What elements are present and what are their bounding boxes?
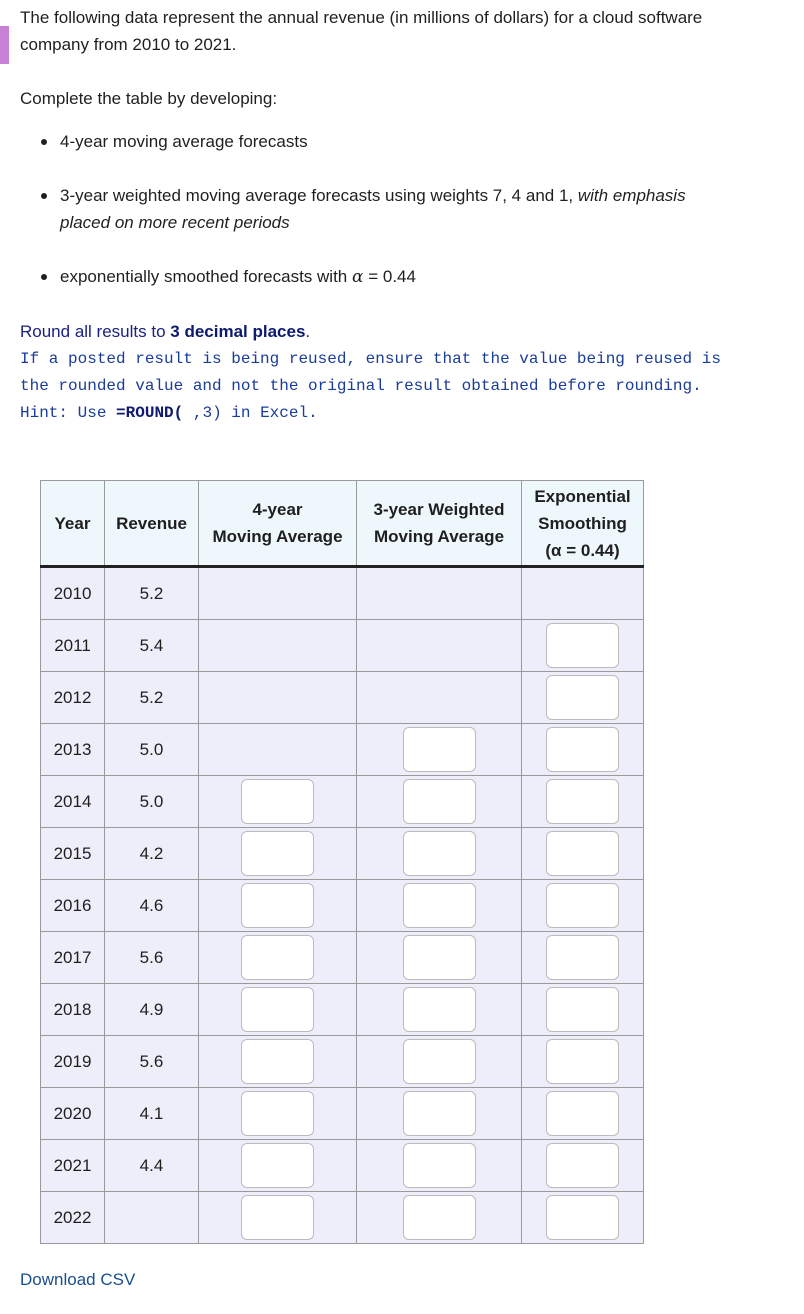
table-header-row: [41, 481, 644, 567]
table-row: [41, 1140, 644, 1192]
exp-smoothing-input[interactable]: [546, 623, 619, 668]
cell-4-year-moving-average: [199, 620, 357, 672]
wma-input[interactable]: [403, 987, 476, 1032]
cell-3-year-weighted-moving-average: [357, 567, 522, 620]
wma-input[interactable]: [403, 1039, 476, 1084]
wma-input[interactable]: [403, 1143, 476, 1188]
table-row: [41, 828, 644, 880]
rounding-instruction: Round all results to 3 decimal places.: [20, 322, 311, 341]
table-row: [41, 1088, 644, 1140]
ma4-input[interactable]: [241, 779, 314, 824]
cell-year: 2015: [41, 828, 105, 880]
cell-4-year-moving-average: [199, 984, 357, 1036]
cell-3-year-weighted-moving-average: [357, 776, 522, 828]
table-row: [41, 567, 644, 620]
cell-revenue: 4.2: [105, 828, 199, 880]
cell-4-year-moving-average: [199, 1036, 357, 1088]
header-revenue: Revenue: [105, 481, 199, 567]
cell-year: 2021: [41, 1140, 105, 1192]
cell-exponential-smoothing: [522, 567, 644, 620]
cell-year: 2022: [41, 1192, 105, 1244]
cell-exponential-smoothing: [522, 620, 644, 672]
cell-exponential-smoothing: [522, 1088, 644, 1140]
exp-smoothing-input[interactable]: [546, 675, 619, 720]
header-year: Year: [41, 481, 105, 567]
wma-input[interactable]: [403, 831, 476, 876]
cell-3-year-weighted-moving-average: [357, 672, 522, 724]
cell-exponential-smoothing: [522, 932, 644, 984]
cell-year: 2014: [41, 776, 105, 828]
cell-4-year-moving-average: [199, 672, 357, 724]
intro-text: The following data represent the annual revenue (in millions of dollars) for a cloud software company from 2010 to 2021.: [20, 8, 703, 54]
cell-exponential-smoothing: [522, 828, 644, 880]
cell-revenue: 5.2: [105, 672, 199, 724]
cell-3-year-weighted-moving-average: [357, 984, 522, 1036]
question-accent-bar: [0, 26, 9, 64]
ma4-input[interactable]: [241, 935, 314, 980]
cell-revenue: 4.6: [105, 880, 199, 932]
cell-3-year-weighted-moving-average: [357, 932, 522, 984]
cell-4-year-moving-average: [199, 1192, 357, 1244]
cell-4-year-moving-average: [199, 1140, 357, 1192]
cell-4-year-moving-average: [199, 1088, 357, 1140]
cell-3-year-weighted-moving-average: [357, 1140, 522, 1192]
table-row: [41, 776, 644, 828]
cell-4-year-moving-average: [199, 567, 357, 620]
exp-smoothing-input[interactable]: [546, 831, 619, 876]
table-row: [41, 1036, 644, 1088]
exp-smoothing-input[interactable]: [546, 987, 619, 1032]
ma4-input[interactable]: [241, 831, 314, 876]
cell-year: 2018: [41, 984, 105, 1036]
task-item-moving-average: 4-year moving average forecasts: [20, 128, 720, 182]
ma4-input[interactable]: [241, 1039, 314, 1084]
task-item-exponential-smoothing: exponentially smoothed forecasts with α = 0.44: [20, 263, 720, 290]
cell-exponential-smoothing: [522, 1192, 644, 1244]
cell-year: 2010: [41, 567, 105, 620]
cell-revenue: [105, 1192, 199, 1244]
cell-exponential-smoothing: [522, 984, 644, 1036]
cell-3-year-weighted-moving-average: [357, 724, 522, 776]
cell-3-year-weighted-moving-average: [357, 1192, 522, 1244]
cell-exponential-smoothing: [522, 776, 644, 828]
header-4-year-moving-average: 4-year Moving Average: [199, 481, 357, 567]
task-item-weighted-moving-average: 3-year weighted moving average forecasts using weights 7, 4 and 1, with emphasis placed on more recent periods: [20, 182, 720, 263]
exp-smoothing-input[interactable]: [546, 1091, 619, 1136]
ma4-input[interactable]: [241, 1195, 314, 1240]
cell-year: 2019: [41, 1036, 105, 1088]
reuse-note: If a posted result is being reused, ensure that the value being reused is the rounded value and not the original result obtained before rounding.: [20, 350, 731, 395]
cell-3-year-weighted-moving-average: [357, 880, 522, 932]
cell-4-year-moving-average: [199, 776, 357, 828]
ma4-input[interactable]: [241, 1143, 314, 1188]
ma4-input[interactable]: [241, 1091, 314, 1136]
table-row: [41, 724, 644, 776]
cell-revenue: 5.0: [105, 724, 199, 776]
cell-exponential-smoothing: [522, 880, 644, 932]
cell-year: 2012: [41, 672, 105, 724]
cell-revenue: 4.4: [105, 1140, 199, 1192]
cell-revenue: 5.6: [105, 932, 199, 984]
table-row: [41, 984, 644, 1036]
wma-input[interactable]: [403, 1195, 476, 1240]
exp-smoothing-input[interactable]: [546, 1195, 619, 1240]
cell-year: 2011: [41, 620, 105, 672]
wma-input[interactable]: [403, 779, 476, 824]
cell-4-year-moving-average: [199, 932, 357, 984]
cell-exponential-smoothing: [522, 1036, 644, 1088]
cell-year: 2020: [41, 1088, 105, 1140]
reuse-and-hint-note: [20, 346, 740, 427]
cell-revenue: 5.4: [105, 620, 199, 672]
header-exponential-smoothing: Exponential Smoothing (α = 0.44): [522, 481, 644, 567]
wma-input[interactable]: [403, 883, 476, 928]
wma-input[interactable]: [403, 935, 476, 980]
ma4-input[interactable]: [241, 883, 314, 928]
cell-revenue: 5.2: [105, 567, 199, 620]
cell-3-year-weighted-moving-average: [357, 1036, 522, 1088]
cell-4-year-moving-average: [199, 828, 357, 880]
table-row: [41, 932, 644, 984]
table-row: [41, 620, 644, 672]
cell-year: 2013: [41, 724, 105, 776]
exp-smoothing-input[interactable]: [546, 727, 619, 772]
wma-input[interactable]: [403, 1091, 476, 1136]
exp-smoothing-input[interactable]: [546, 779, 619, 824]
table-row: [41, 672, 644, 724]
table-row: [41, 880, 644, 932]
cell-revenue: 5.6: [105, 1036, 199, 1088]
cell-revenue: 4.1: [105, 1088, 199, 1140]
cell-3-year-weighted-moving-average: [357, 620, 522, 672]
cell-4-year-moving-average: [199, 724, 357, 776]
ma4-input[interactable]: [241, 987, 314, 1032]
exp-smoothing-input[interactable]: [546, 1039, 619, 1084]
cell-3-year-weighted-moving-average: [357, 1088, 522, 1140]
forecast-table: [40, 480, 644, 1244]
hint-text: Hint: Use =ROUND( ,3) in Excel.: [20, 404, 318, 422]
task-list: [20, 128, 720, 290]
cell-exponential-smoothing: [522, 724, 644, 776]
download-csv-link[interactable]: Download CSV: [20, 1270, 136, 1289]
exp-smoothing-input[interactable]: [546, 883, 619, 928]
cell-3-year-weighted-moving-average: [357, 828, 522, 880]
instruction-text: Complete the table by developing:: [20, 89, 278, 108]
table-row: [41, 1192, 644, 1244]
exp-smoothing-input[interactable]: [546, 1143, 619, 1188]
cell-4-year-moving-average: [199, 880, 357, 932]
header-3-year-weighted-moving-average: 3-year Weighted Moving Average: [357, 481, 522, 567]
cell-year: 2016: [41, 880, 105, 932]
cell-revenue: 5.0: [105, 776, 199, 828]
cell-exponential-smoothing: [522, 672, 644, 724]
cell-exponential-smoothing: [522, 1140, 644, 1192]
cell-year: 2017: [41, 932, 105, 984]
wma-input[interactable]: [403, 727, 476, 772]
cell-revenue: 4.9: [105, 984, 199, 1036]
exp-smoothing-input[interactable]: [546, 935, 619, 980]
